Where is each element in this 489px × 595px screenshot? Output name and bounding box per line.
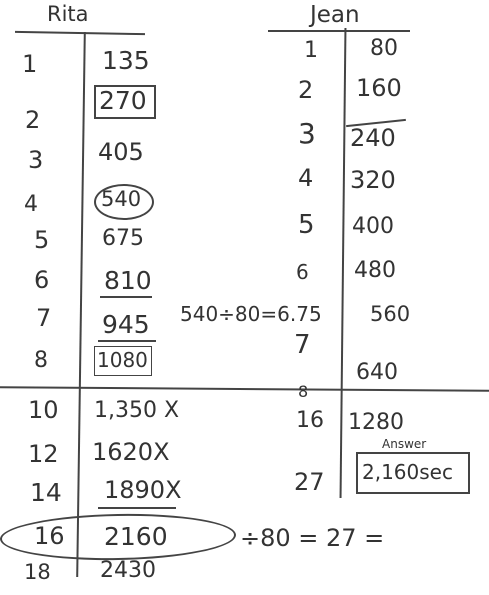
answer-label: Answer (382, 437, 427, 451)
jean-n-5: 5 (298, 210, 315, 240)
rita-v-5: 675 (102, 226, 144, 251)
rita-n-4: 4 (24, 192, 38, 217)
jean-v-3: 240 (350, 124, 396, 152)
rita-v-6: 810 (104, 266, 152, 295)
rita-column-divider (76, 32, 86, 577)
rita-n-6: 6 (34, 266, 50, 294)
jean-n-1: 1 (304, 38, 318, 63)
jean-n-4: 4 (298, 164, 314, 192)
rita-v-8: 1080 (97, 348, 148, 372)
jean-n-3: 3 (298, 117, 316, 150)
rita-n-3: 3 (28, 146, 44, 174)
rita-n-16: 16 (34, 522, 65, 550)
division-note: 540÷80=6.75 (180, 302, 322, 326)
rita-v-4: 540 (101, 187, 142, 211)
rita-v-3: 405 (98, 138, 144, 166)
jean-v-6: 480 (354, 258, 396, 283)
rita-v-7: 945 (102, 310, 150, 339)
rita-n-7: 7 (36, 304, 52, 332)
jean-v-16: 1280 (348, 410, 404, 435)
rita-v-14: 1890X (104, 476, 182, 504)
jean-v-2: 160 (356, 74, 402, 102)
rita-1890-underline (98, 507, 176, 509)
jean-v-1: 80 (370, 36, 398, 61)
rita-n-12: 12 (28, 440, 59, 468)
jean-column-divider (340, 28, 347, 498)
rita-header-underline (15, 31, 145, 35)
jean-n-6: 6 (296, 260, 309, 284)
rita-n-14: 14 (30, 478, 62, 507)
rita-v-12: 1620X (92, 438, 170, 466)
jean-v-27: 2,160sec (362, 460, 453, 484)
jean-v-4: 320 (350, 166, 396, 194)
rita-v-16: 2160 (104, 522, 168, 551)
jean-n-2: 2 (298, 76, 314, 104)
rita-810-underline (100, 296, 152, 298)
jean-v-8: 640 (356, 360, 398, 385)
section-divider-line (0, 386, 489, 391)
rita-v-18: 2430 (100, 558, 156, 583)
jean-header-underline (268, 30, 410, 32)
rita-n-2: 2 (25, 106, 41, 134)
jean-header: Jean (310, 2, 360, 28)
division-result: ÷80 = 27 = (240, 524, 385, 552)
jean-n-8: 8 (298, 382, 309, 401)
rita-v-1: 135 (102, 46, 150, 75)
rita-n-10: 10 (28, 396, 59, 424)
rita-header: Rita (47, 2, 89, 26)
jean-v-7: 560 (370, 302, 411, 326)
rita-n-1: 1 (22, 50, 38, 78)
rita-n-5: 5 (34, 226, 50, 254)
jean-n-16: 16 (296, 408, 324, 433)
jean-n-27: 27 (294, 468, 325, 496)
rita-v-10: 1,350 X (94, 398, 180, 423)
rita-v-2: 270 (99, 86, 147, 115)
rita-n-8: 8 (34, 348, 48, 373)
jean-n-7: 7 (294, 330, 311, 360)
rita-n-18: 18 (24, 560, 51, 584)
rita-945-underline (98, 340, 156, 342)
jean-v-5: 400 (352, 214, 394, 239)
